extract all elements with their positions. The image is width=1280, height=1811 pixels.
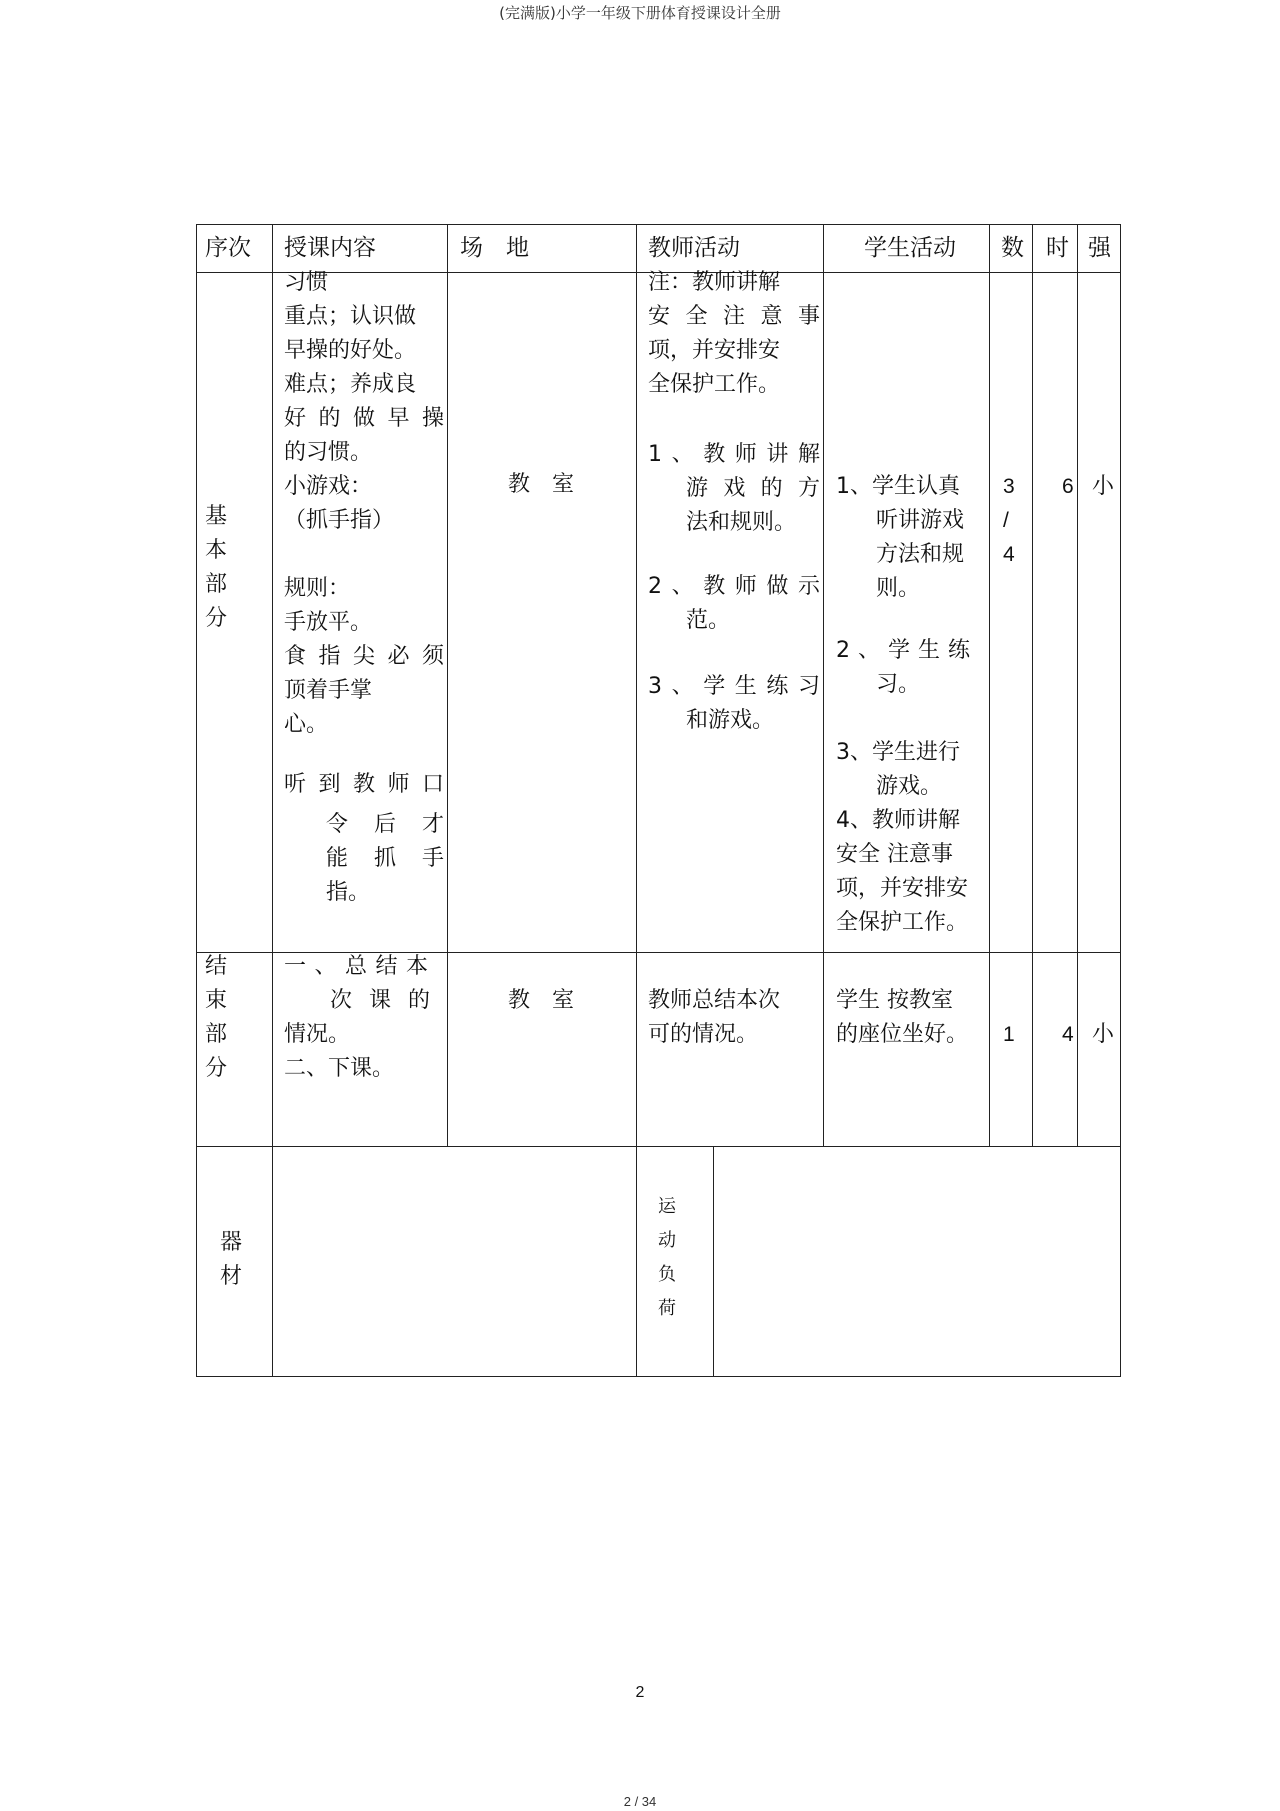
text-line: 难点；养成良 (284, 372, 417, 397)
text-line: （抓手指） (284, 508, 395, 533)
table-border (1032, 224, 1033, 1146)
text-line: 4 (1003, 543, 1015, 566)
basic-student (836, 470, 988, 640)
text-line: 部 (205, 1022, 228, 1047)
table-border (1077, 224, 1078, 1146)
closing-teacher (648, 984, 820, 1052)
text-line: 的习惯。 (284, 440, 373, 465)
text-line: 听讲游戏 (876, 508, 965, 533)
text-line: 听到教师口 (284, 772, 444, 797)
page-footer: 2 / 34 (623, 1794, 657, 1809)
text-line: 次课的 (330, 988, 430, 1013)
basic-content (284, 402, 444, 436)
basic-teacher (648, 570, 820, 604)
text-line (836, 702, 988, 736)
text-line: 2、教师做示 (648, 574, 820, 599)
text-line (686, 540, 820, 574)
text-line: 习惯 (284, 270, 329, 295)
table-border (823, 224, 824, 1146)
table-border (196, 1376, 1121, 1377)
text-line: 指。 (326, 880, 371, 905)
header-student: 学生活动 (864, 235, 956, 261)
closing-venue: 教 室 (508, 988, 575, 1013)
text-line: 学生 按教室 (836, 988, 953, 1013)
text-line: 3、学生练习 (648, 674, 820, 699)
text-line: 1、教师讲解 (648, 442, 820, 467)
closing-count: 1 (1003, 1023, 1015, 1046)
basic-teacher (648, 438, 820, 472)
text-line: 范。 (686, 608, 731, 633)
basic-count (1003, 470, 1031, 572)
closing-intensity: 小 (1092, 1022, 1115, 1047)
basic-teacher (648, 670, 820, 704)
header-venue: 场 地 (460, 235, 529, 261)
closing-time: 4 (1062, 1023, 1074, 1046)
basic-content (284, 266, 444, 402)
closing-content (284, 950, 428, 984)
text-line: 法和规则。 (686, 510, 797, 535)
text-line: 本 (205, 538, 228, 563)
text-line: 安全 注意事 (836, 842, 953, 867)
basic-time: 6 (1062, 475, 1074, 498)
text-line: 项，并安排安 (648, 338, 781, 363)
text-line: 食指尖必须 (284, 644, 444, 669)
text-line: 部 (205, 572, 228, 597)
basic-content (284, 640, 444, 674)
text-line: 全保护工作。 (648, 372, 781, 397)
text-line: 1、学生认真 (836, 474, 960, 499)
page-number: 2 (635, 1684, 645, 1701)
text-line: 负 (658, 1264, 676, 1285)
table-border (636, 224, 637, 1377)
basic-content (284, 436, 444, 640)
text-line: 4、教师讲解 (836, 808, 960, 833)
table-border (713, 1146, 714, 1376)
text-line: 器 (220, 1230, 243, 1255)
text-line: 分 (205, 1056, 228, 1081)
closing-student (836, 984, 988, 1052)
text-line: 分 (205, 606, 228, 631)
text-line: 一、总结本 (284, 954, 428, 979)
basic-teacher (686, 472, 820, 506)
text-line: 全保护工作。 (836, 910, 969, 935)
text-line: 动 (658, 1230, 676, 1251)
text-line (648, 402, 820, 436)
text-line: 早操的好处。 (284, 338, 417, 363)
text-line: 结 (205, 954, 228, 979)
text-line: 顶着手掌 (284, 678, 373, 703)
header-teacher: 教师活动 (648, 235, 740, 261)
text-line: 手放平。 (284, 610, 373, 635)
table-border (1120, 224, 1121, 1377)
text-line: 重点；认识做 (284, 304, 417, 329)
text-line: 注：教师讲解 (648, 270, 781, 295)
basic-student (836, 668, 988, 736)
text-line: 游戏。 (876, 774, 943, 799)
text-line: 习。 (876, 672, 921, 697)
header-count: 数 (1001, 235, 1024, 261)
table-border (989, 224, 990, 1146)
text-line: 则。 (876, 576, 921, 601)
text-line: 心。 (284, 712, 329, 737)
table-border (196, 224, 197, 1377)
text-line: 情况。 (284, 1022, 351, 1047)
text-line: 好的做早操 (284, 406, 444, 431)
basic-intensity: 小 (1092, 474, 1115, 499)
closing-content (284, 1018, 444, 1086)
text-line: 规则： (284, 576, 351, 601)
text-line: 可的情况。 (648, 1022, 759, 1047)
header-content: 授课内容 (284, 235, 376, 261)
basic-teacher (648, 334, 820, 436)
basic-student (836, 736, 988, 940)
text-line: 二、下课。 (284, 1056, 395, 1081)
table-border (196, 1146, 1121, 1147)
text-line: 基 (205, 504, 228, 529)
text-line: 2、学生练 (836, 638, 970, 663)
basic-content (326, 808, 444, 876)
basic-venue: 教 室 (508, 472, 575, 497)
text-line: 令后才 (326, 812, 444, 837)
basic-content (284, 768, 444, 802)
text-line: 运 (658, 1196, 676, 1217)
text-line: 束 (205, 988, 228, 1013)
text-line: 安全注意事 (648, 304, 820, 329)
text-line: 3、学生进行 (836, 740, 960, 765)
text-line: 方法和规 (876, 542, 965, 567)
closing-content (330, 984, 430, 1018)
header-time: 时 (1046, 235, 1069, 261)
basic-teacher (686, 604, 820, 672)
basic-teacher (686, 704, 820, 738)
table-border (272, 224, 273, 1377)
text-line: 小游戏： (284, 474, 373, 499)
header-seq: 序次 (205, 235, 251, 261)
text-line: 3 (1003, 475, 1015, 498)
text-line: / (1003, 509, 1009, 532)
header-intensity: 强 (1088, 235, 1111, 261)
text-line: 荷 (658, 1298, 676, 1319)
basic-teacher (686, 506, 820, 574)
text-line: 能抓手 (326, 846, 444, 871)
equipment-label (220, 1226, 260, 1294)
text-line: 教师总结本次 (648, 988, 781, 1013)
section-basic (205, 500, 245, 636)
text-line: 的座位坐好。 (836, 1022, 969, 1047)
basic-content (284, 674, 444, 776)
table-border (447, 224, 448, 1146)
basic-teacher (648, 266, 820, 300)
text-line: 项，并安排安 (836, 876, 969, 901)
basic-content (326, 876, 444, 910)
section-closing (205, 950, 245, 1086)
text-line (686, 638, 820, 672)
basic-student (836, 634, 970, 668)
document-title: (完满版)小学一年级下册体育授课设计全册 (499, 4, 781, 22)
text-line: 材 (220, 1264, 243, 1289)
load-label (658, 1190, 698, 1326)
basic-teacher (648, 300, 820, 334)
text-line: 和游戏。 (686, 708, 775, 733)
text-line: 游戏的方 (686, 476, 820, 501)
text-line (284, 538, 444, 572)
